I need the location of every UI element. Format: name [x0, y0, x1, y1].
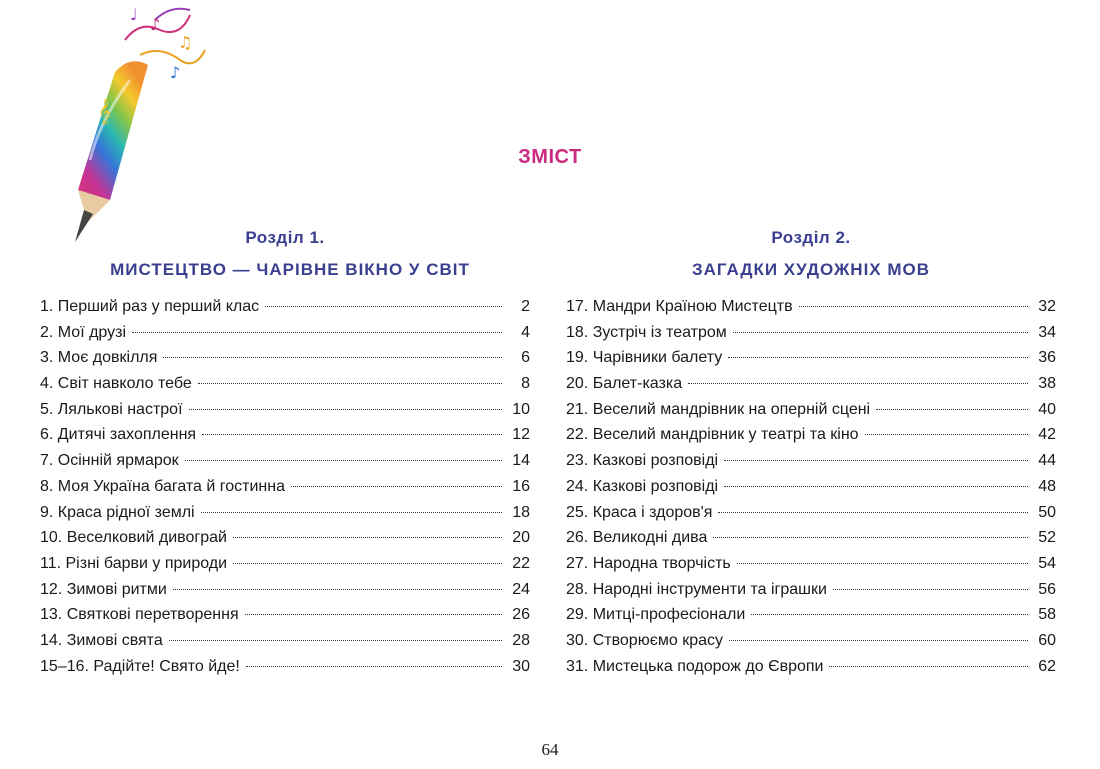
- dot-leader: [718, 512, 1028, 513]
- toc-label: 28. Народні інструменти та іграшки: [566, 580, 827, 598]
- dot-leader: [245, 614, 502, 615]
- section-1: [40, 228, 530, 679]
- toc-page: 58: [1038, 606, 1056, 624]
- toc-label: 27. Народна творчість: [566, 554, 731, 572]
- dot-leader: [265, 306, 502, 307]
- toc-item[interactable]: [566, 474, 1056, 500]
- dot-leader: [688, 383, 1028, 384]
- toc-page: 42: [1038, 426, 1056, 444]
- toc-list: [40, 294, 530, 679]
- toc-label: 26. Великодні дива: [566, 529, 708, 547]
- toc-label: 29. Митці-професіонали: [566, 606, 746, 624]
- toc-item[interactable]: [40, 551, 530, 577]
- toc-item[interactable]: [40, 320, 530, 346]
- dot-leader: [233, 537, 502, 538]
- toc-label: 18. Зустріч із театром: [566, 323, 727, 341]
- toc-page: 20: [512, 529, 530, 547]
- toc-label: 1. Перший раз у перший клас: [40, 298, 260, 315]
- toc-page: 34: [1038, 323, 1056, 341]
- toc-page: 52: [1038, 529, 1056, 547]
- toc-item[interactable]: [566, 422, 1056, 448]
- dot-leader: [876, 409, 1028, 410]
- dot-leader: [737, 563, 1028, 564]
- toc-page: 50: [1038, 503, 1056, 521]
- toc-label: 17. Мандри Країною Мистецтв: [566, 298, 793, 315]
- dot-leader: [169, 640, 502, 641]
- toc-label: 23. Казкові розповіді: [566, 452, 719, 470]
- toc-label: 19. Чарівники балету: [566, 349, 723, 367]
- svg-text:♩: ♩: [130, 5, 138, 24]
- dot-leader: [724, 486, 1028, 487]
- toc-item[interactable]: [40, 448, 530, 474]
- toc-item[interactable]: [40, 397, 530, 423]
- toc-page: 22: [512, 554, 530, 572]
- toc-item[interactable]: [40, 654, 530, 680]
- toc-page: 12: [512, 426, 530, 444]
- dot-leader: [865, 434, 1028, 435]
- toc-page: 18: [512, 503, 530, 521]
- toc-label: 14. Зимові свята: [40, 631, 163, 649]
- dot-leader: [246, 666, 502, 667]
- toc-page: 8: [521, 375, 530, 393]
- page-number: 64: [541, 740, 559, 759]
- toc-page: 4: [521, 323, 530, 341]
- toc-label: 7. Осінній ярмарок: [40, 452, 179, 470]
- toc-label: 4. Світ навколо тебе: [40, 375, 192, 393]
- toc-page: 26: [512, 606, 530, 624]
- dot-leader: [189, 409, 502, 410]
- toc-page: 28: [512, 631, 530, 649]
- toc-item[interactable]: [566, 294, 1056, 320]
- dot-leader: [713, 537, 1028, 538]
- toc-item[interactable]: [40, 602, 530, 628]
- toc-item[interactable]: [40, 345, 530, 371]
- dot-leader: [729, 640, 1028, 641]
- toc-page: 30: [512, 657, 530, 675]
- toc-item[interactable]: [40, 525, 530, 551]
- toc-page: 54: [1038, 554, 1056, 572]
- toc-label: 15–16. Радійте! Свято йде!: [40, 657, 240, 675]
- toc-label: 3. Моє довкілля: [40, 349, 158, 367]
- toc-label: 21. Веселий мандрівник на оперній сцені: [566, 400, 871, 418]
- toc-label: 30. Створюємо красу: [566, 631, 723, 649]
- dot-leader: [724, 460, 1028, 461]
- toc-page: 40: [1038, 400, 1056, 418]
- toc-page: 2: [521, 298, 530, 315]
- dot-leader: [173, 589, 502, 590]
- dot-leader: [751, 614, 1028, 615]
- dot-leader: [733, 332, 1028, 333]
- toc-item[interactable]: [566, 345, 1056, 371]
- toc-page: 60: [1038, 631, 1056, 649]
- section-2: [566, 228, 1056, 679]
- toc-item[interactable]: [40, 474, 530, 500]
- toc-item[interactable]: [566, 320, 1056, 346]
- toc-item[interactable]: [566, 577, 1056, 603]
- toc-item[interactable]: [566, 448, 1056, 474]
- svg-text:♪: ♪: [150, 15, 161, 34]
- toc-page: 6: [521, 349, 530, 367]
- rainbow-pencil-illustration: [30, 0, 210, 250]
- toc-label: 24. Казкові розповіді: [566, 477, 719, 495]
- toc-list: [566, 294, 1056, 679]
- section-subtitle: МИСТЕЦТВО — ЧАРІВНЕ ВІКНО У СВІТ: [110, 260, 470, 279]
- toc-label: 13. Святкові перетворення: [40, 606, 239, 624]
- toc-label: 8. Моя Україна багата й гостинна: [40, 477, 285, 495]
- toc-label: 6. Дитячі захоплення: [40, 426, 197, 444]
- toc-label: 20. Балет-казка: [566, 375, 683, 393]
- dot-leader: [799, 306, 1028, 307]
- dot-leader: [163, 357, 502, 358]
- svg-text:♪: ♪: [170, 63, 181, 82]
- toc-page: 32: [1038, 298, 1056, 315]
- section-heading: Розділ 1.: [245, 228, 325, 247]
- page-title: ЗМІСТ: [518, 146, 582, 168]
- svg-text:♫: ♫: [178, 33, 193, 52]
- toc-item[interactable]: [566, 628, 1056, 654]
- dot-leader: [291, 486, 502, 487]
- toc-label: 2. Мої друзі: [40, 323, 127, 341]
- toc-label: 12. Зимові ритми: [40, 580, 167, 598]
- toc-label: 10. Веселковий дивограй: [40, 529, 227, 547]
- toc-page: 56: [1038, 580, 1056, 598]
- toc-label: 9. Краса рідної землі: [40, 503, 195, 521]
- toc-page: 36: [1038, 349, 1056, 367]
- toc-page: 44: [1038, 452, 1056, 470]
- dot-leader: [185, 460, 502, 461]
- dot-leader: [728, 357, 1028, 358]
- toc-page: 62: [1038, 657, 1056, 675]
- toc-page: 16: [512, 477, 530, 495]
- toc-label: 5. Лялькові настрої: [40, 400, 183, 418]
- dot-leader: [132, 332, 502, 333]
- dot-leader: [233, 563, 502, 564]
- toc-label: 11. Різні барви у природи: [40, 554, 228, 572]
- toc-item[interactable]: [40, 500, 530, 526]
- toc-item[interactable]: [40, 577, 530, 603]
- toc-item[interactable]: [40, 422, 530, 448]
- toc-item[interactable]: [566, 500, 1056, 526]
- toc-item[interactable]: [566, 525, 1056, 551]
- dot-leader: [202, 434, 502, 435]
- toc-item[interactable]: [566, 397, 1056, 423]
- section-heading: Розділ 2.: [771, 228, 851, 247]
- toc-label: 25. Краса і здоров'я: [566, 503, 713, 521]
- dot-leader: [829, 666, 1028, 667]
- toc-item[interactable]: [566, 602, 1056, 628]
- toc-page: 48: [1038, 477, 1056, 495]
- toc-item[interactable]: [40, 371, 530, 397]
- toc-page: 10: [512, 400, 530, 418]
- section-subtitle: ЗАГАДКИ ХУДОЖНІХ МОВ: [691, 260, 931, 279]
- toc-item[interactable]: [566, 654, 1056, 680]
- toc-page: 14: [512, 452, 530, 470]
- toc-page: 24: [512, 580, 530, 598]
- dot-leader: [198, 383, 502, 384]
- toc-label: 22. Веселий мандрівник у театрі та кіно: [566, 426, 859, 444]
- toc-label: 31. Мистецька подорож до Європи: [566, 657, 824, 675]
- toc-item[interactable]: [40, 294, 530, 320]
- dot-leader: [833, 589, 1028, 590]
- toc-item[interactable]: [566, 551, 1056, 577]
- svg-text:𝄞: 𝄞: [98, 99, 112, 124]
- toc-item[interactable]: [566, 371, 1056, 397]
- toc-item[interactable]: [40, 628, 530, 654]
- toc-page: 38: [1038, 375, 1056, 393]
- dot-leader: [201, 512, 502, 513]
